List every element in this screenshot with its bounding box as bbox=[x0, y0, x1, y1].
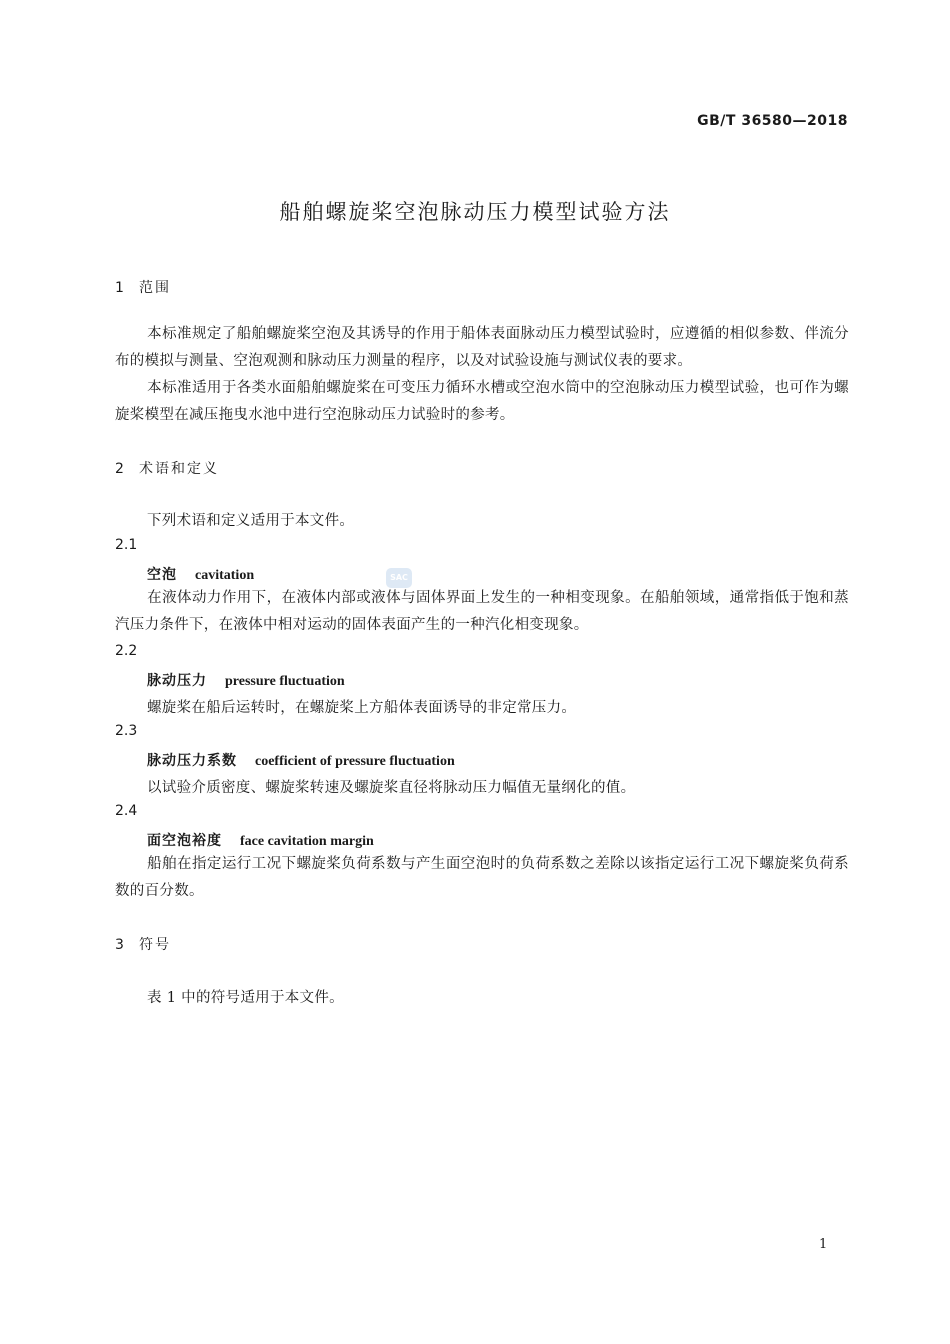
scope-paragraph-2: 本标准适用于各类水面船舶螺旋桨在可变压力循环水槽或空泡水筒中的空泡脉动压力模型试验，也可作为螺旋桨模型在减压拖曳水池中进行空泡脉动压力试验时的参考。 bbox=[115, 380, 849, 423]
scope-paragraph-1: 本标准规定了船舶螺旋桨空泡及其诱导的作用于船体表面脉动压力模型试验时，应遵循的相似参数、伴流分布的模拟与测量、空泡观测和脉动压力测量的程序，以及对试验设施与测试仪表的要求。 bbox=[115, 326, 849, 369]
term-en: coefficient of pressure fluctuation bbox=[255, 754, 455, 769]
term-zh: 空泡 bbox=[147, 567, 177, 583]
section-title: 符号 bbox=[139, 937, 171, 953]
section-title: 范围 bbox=[139, 280, 171, 296]
term-heading bbox=[147, 564, 254, 584]
page-number: 1 bbox=[819, 1237, 828, 1252]
document-title: 船舶螺旋桨空泡脉动压力模型试验方法 bbox=[279, 200, 671, 224]
section-heading-scope bbox=[115, 277, 171, 297]
standard-code: GB/T 36580—2018 bbox=[697, 113, 848, 129]
section-number: 2 bbox=[115, 461, 124, 477]
symbols-intro: 表 1 中的符号适用于本文件。 bbox=[147, 990, 344, 1006]
term-zh: 脉动压力系数 bbox=[147, 753, 237, 769]
term-number: 2.4 bbox=[115, 803, 138, 819]
sac-watermark-logo: SAC bbox=[386, 568, 412, 588]
term-en: face cavitation margin bbox=[240, 834, 374, 849]
term-number: 2.2 bbox=[115, 643, 138, 659]
section-title: 术语和定义 bbox=[139, 461, 219, 477]
term-definition: 在液体动力作用下，在液体内部或液体与固体界面上发生的一种相变现象。在船舶领域，通常指低于饱和蒸汽压力条件下，在液体中相对运动的固体表面产生的一种汽化相变现象。 bbox=[115, 590, 849, 633]
term-number: 2.3 bbox=[115, 723, 138, 739]
section-number: 3 bbox=[115, 937, 124, 953]
terms-intro: 下列术语和定义适用于本文件。 bbox=[147, 513, 355, 529]
term-en: pressure fluctuation bbox=[225, 674, 345, 689]
term-number: 2.1 bbox=[115, 537, 138, 553]
section-number: 1 bbox=[115, 280, 124, 296]
term-heading bbox=[147, 670, 345, 690]
term-en: cavitation bbox=[195, 568, 255, 583]
term-heading bbox=[147, 830, 374, 850]
term-definition: 以试验介质密度、螺旋桨转速及螺旋桨直径将脉动压力幅值无量纲化的值。 bbox=[147, 780, 636, 796]
term-definition: 螺旋桨在船后运转时，在螺旋桨上方船体表面诱导的非定常压力。 bbox=[147, 700, 577, 716]
term-zh: 面空泡裕度 bbox=[147, 833, 222, 849]
term-heading bbox=[147, 750, 455, 770]
term-definition: 船舶在指定运行工况下螺旋桨负荷系数与产生面空泡时的负荷系数之差除以该指定运行工况下螺旋桨负荷系数的百分数。 bbox=[115, 856, 849, 899]
term-zh: 脉动压力 bbox=[147, 673, 207, 689]
section-heading-symbols bbox=[115, 934, 171, 954]
section-heading-terms bbox=[115, 458, 219, 478]
